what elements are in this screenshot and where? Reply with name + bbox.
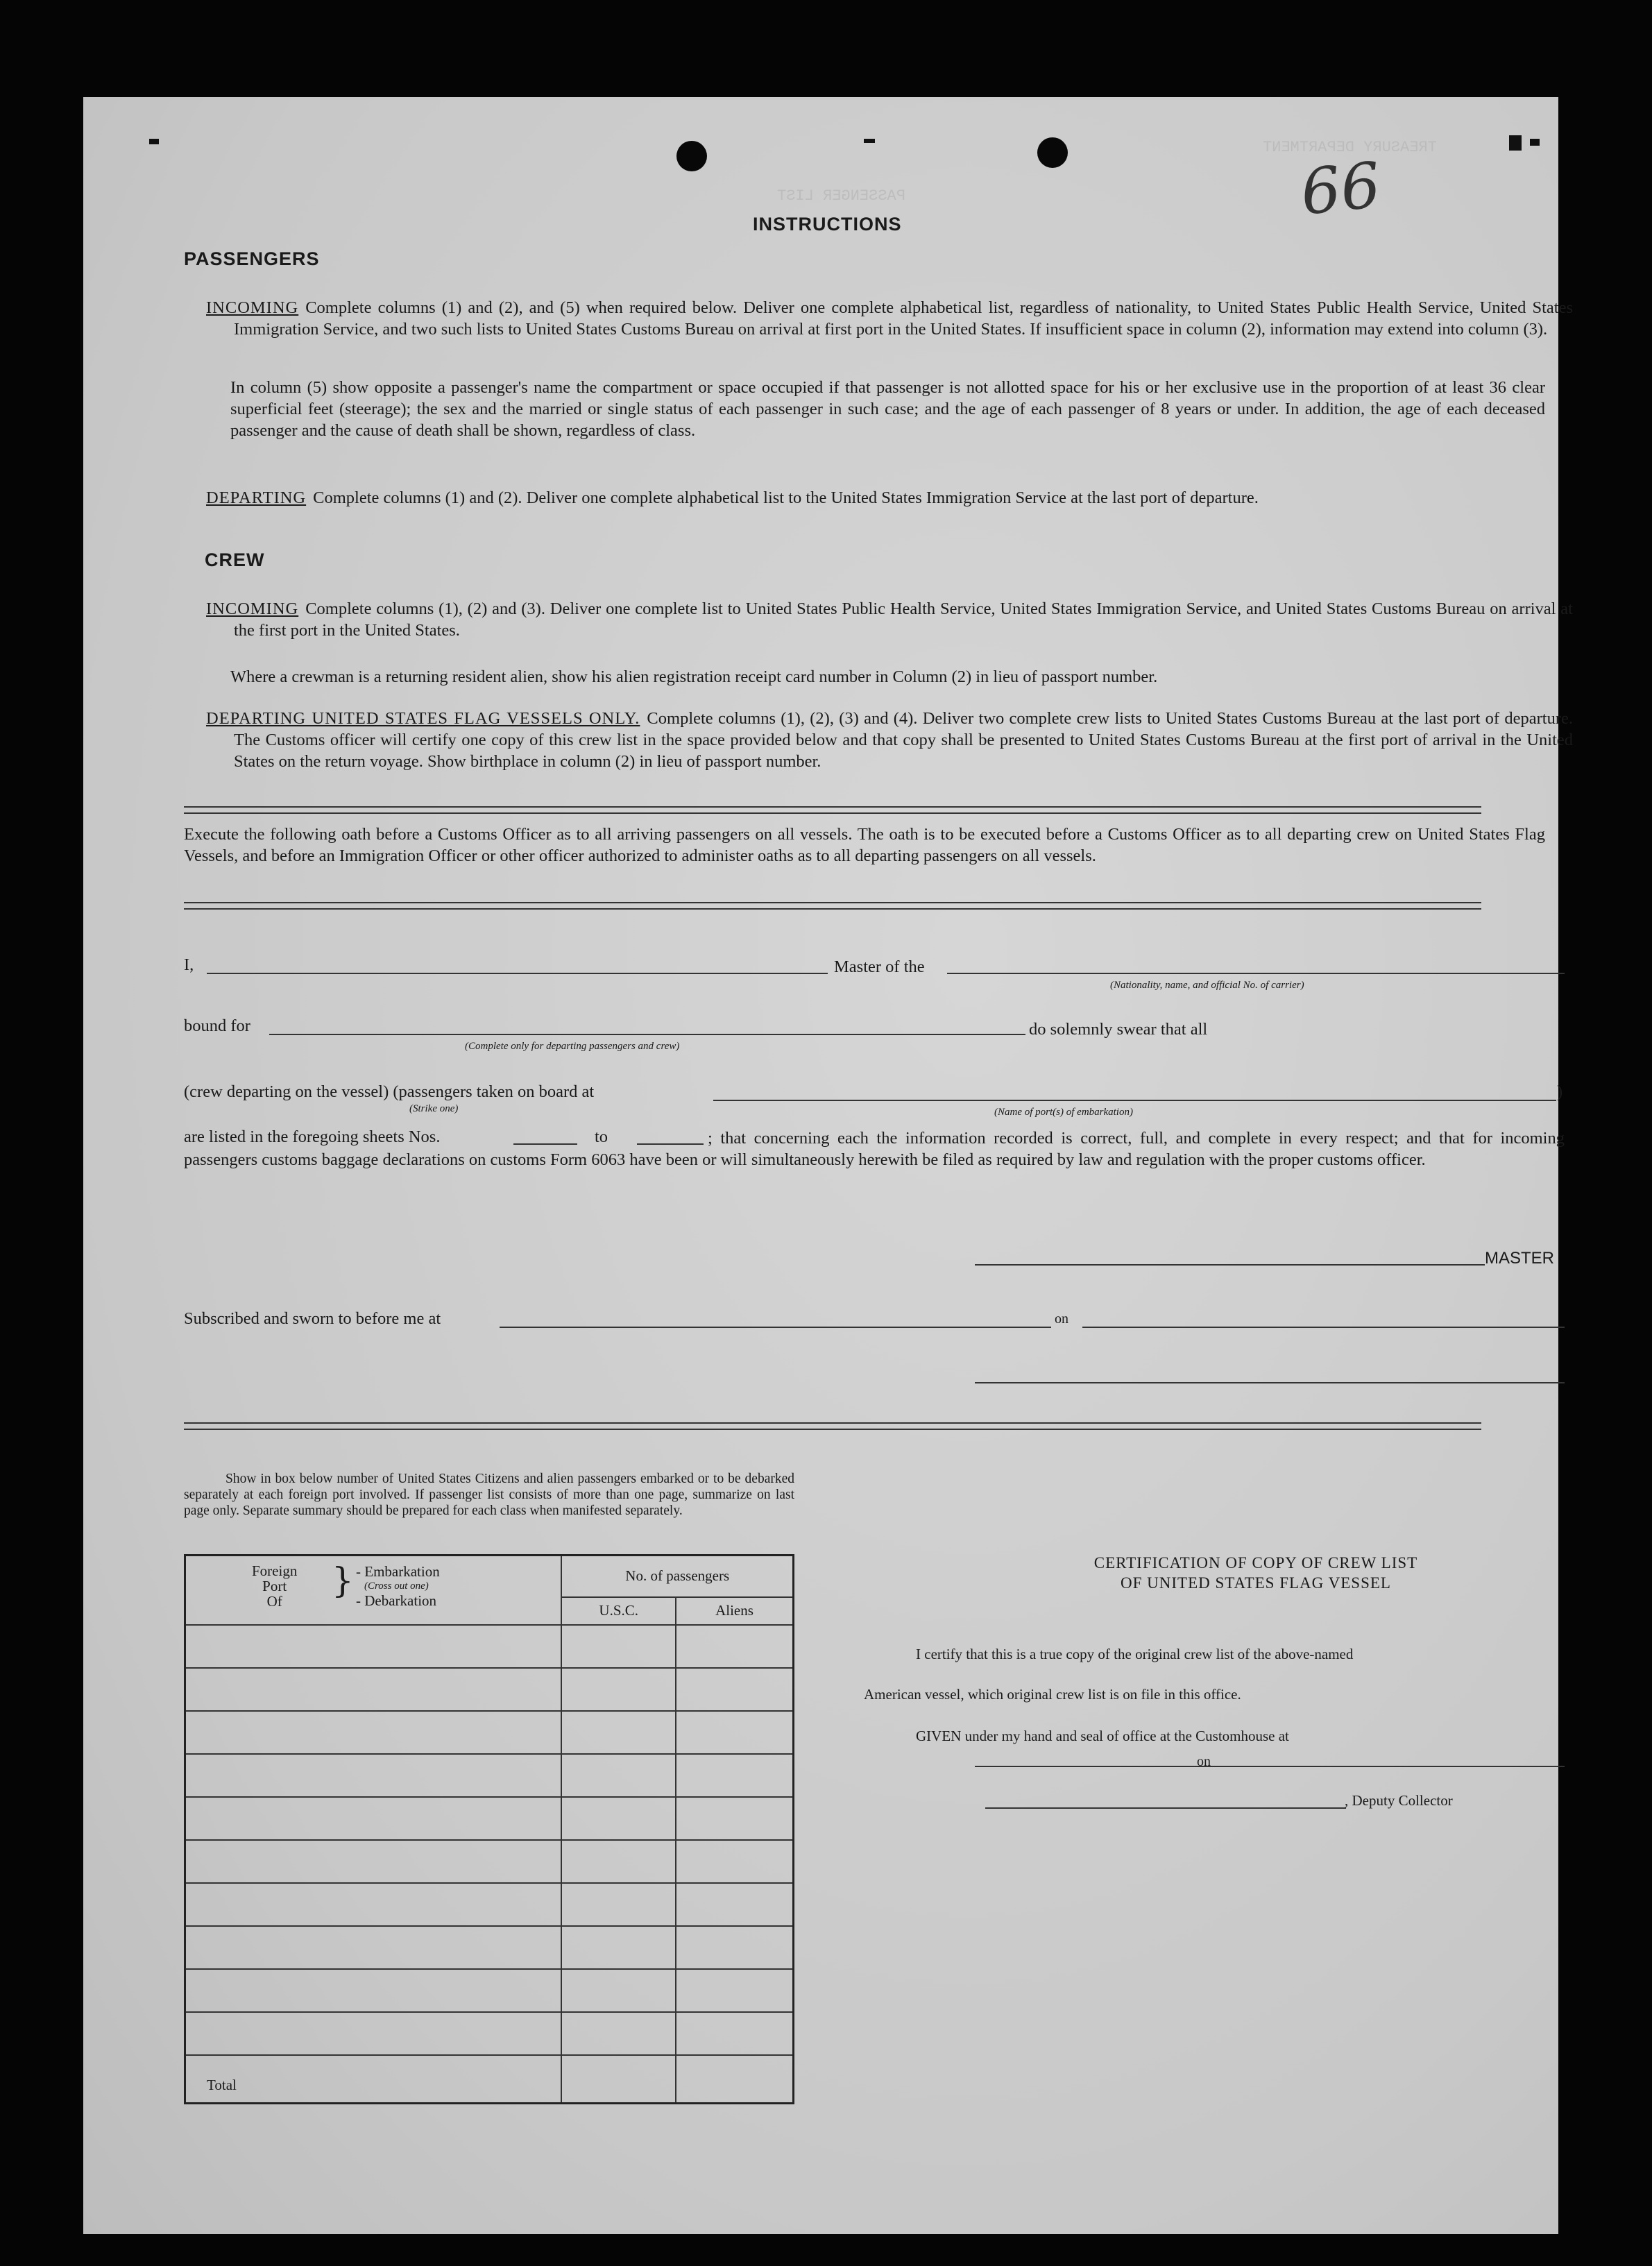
subscribed-on-label: on xyxy=(1055,1311,1068,1327)
port-cell[interactable] xyxy=(185,1625,562,1668)
vessel-text: American vessel, which original crew list is on file in this office. xyxy=(864,1686,1241,1703)
cross-out-caption: (Cross out one) xyxy=(364,1581,429,1592)
crew-incoming-lead: INCOMING xyxy=(206,599,299,618)
close-paren: ) xyxy=(1557,1082,1563,1101)
certification-title-line2: OF UNITED STATES FLAG VESSEL xyxy=(1121,1574,1391,1592)
port-cell[interactable] xyxy=(185,1883,562,1926)
usc-cell[interactable] xyxy=(561,1711,676,1754)
aliens-cell[interactable] xyxy=(676,2012,794,2055)
handwritten-page-number: 66 xyxy=(1297,148,1384,230)
section-divider xyxy=(184,1422,1481,1430)
foreign-label: Foreign xyxy=(252,1562,298,1579)
port-cell[interactable] xyxy=(185,1668,562,1711)
crew-departing-label: (crew departing on the vessel) (passengers taken on board at xyxy=(184,1082,595,1101)
aliens-header: Aliens xyxy=(676,1597,794,1625)
usc-cell[interactable] xyxy=(561,1754,676,1797)
strike-one-caption: (Strike one) xyxy=(409,1103,459,1114)
master-label: MASTER xyxy=(1485,1249,1555,1268)
aliens-cell[interactable] xyxy=(676,1840,794,1883)
usc-header: U.S.C. xyxy=(561,1597,676,1625)
master-of-the-label: Master of the xyxy=(834,957,925,976)
usc-cell[interactable] xyxy=(561,1797,676,1840)
swear-label: do solemnly swear that all xyxy=(1029,1020,1208,1039)
usc-cell[interactable] xyxy=(561,1969,676,2012)
summary-instructions: Show in box below number of United States Citizens and alien passengers embarked or to be debarked separately at each foreign port involved. If passenger list consists of more than one page, summarize on last page only. Separate summary should be prepared for each class when manifested separately. xyxy=(184,1472,794,1518)
foreign-port-header xyxy=(185,1556,562,1625)
certification-title xyxy=(978,1553,1533,1593)
aliens-cell[interactable] xyxy=(676,1797,794,1840)
oath-intro-paragraph: Execute the following oath before a Customs Officer as to all arriving passengers on all vessels. The oath is to be executed before a Customs Officer as to all departing crew on United States Flag Vessels, and before an Immigration Officer or other officer authorized to administer oaths as to all departing passengers on all vessels. xyxy=(184,825,1545,865)
crew-incoming-paragraph xyxy=(206,598,1573,641)
certification-title-line1: CERTIFICATION OF COPY OF CREW LIST xyxy=(1093,1554,1418,1571)
officer-signature-line[interactable] xyxy=(975,1382,1565,1383)
embarkation-ports-line[interactable] xyxy=(713,1100,1556,1101)
debarkation-label: - Debarkation xyxy=(356,1592,437,1609)
crew-departing-paragraph xyxy=(206,708,1573,772)
punch-hole-left xyxy=(676,141,707,171)
listed-to-label: to xyxy=(595,1127,608,1146)
aliens-cell[interactable] xyxy=(676,1926,794,1969)
usc-cell[interactable] xyxy=(561,1883,676,1926)
master-signature-line[interactable] xyxy=(975,1264,1485,1266)
port-label: Port xyxy=(262,1578,287,1594)
usc-total-cell[interactable] xyxy=(561,2055,676,2104)
usc-cell[interactable] xyxy=(561,2012,676,2055)
passengers-incoming-text: Complete columns (1) and (2), and (5) when required below. Deliver one complete alphabetical list, regardless of nationality, to United States Public Health Service, United States Immigration Service, and two such lists to United States Customs Bureau on arrival at first port in the United States. If insufficient space in column (2), information may extend into column (3). xyxy=(234,298,1573,339)
embarkation-label: - Embarkation xyxy=(356,1563,440,1580)
port-cell[interactable] xyxy=(185,1797,562,1840)
listed-pre-label: are listed in the foregoing sheets Nos. xyxy=(184,1127,441,1146)
usc-cell[interactable] xyxy=(561,1668,676,1711)
port-cell[interactable] xyxy=(185,1840,562,1883)
usc-cell[interactable] xyxy=(561,1926,676,1969)
passengers-incoming-paragraph xyxy=(206,297,1573,340)
subscribed-place-line[interactable] xyxy=(500,1327,1051,1328)
port-cell[interactable] xyxy=(185,1754,562,1797)
port-cell[interactable] xyxy=(185,1926,562,1969)
brace-glyph: } xyxy=(332,1560,354,1601)
subscribed-label: Subscribed and sworn to before me at xyxy=(184,1309,441,1328)
certification-on-label: on xyxy=(1197,1754,1211,1769)
port-cell[interactable] xyxy=(185,1969,562,2012)
deputy-collector-line[interactable] xyxy=(985,1807,1346,1809)
listed-post-text: ; that concerning each the information recorded is correct, full, and complete in every respect; and that for incoming passengers customs baggage declarations on customs Form 6063 have been or will simultaneously herewith be filed as required by law and regulation with the proper customs officer. xyxy=(184,1129,1565,1169)
bleed-through: PASSENGER LIST xyxy=(777,187,905,205)
passengers-departing-text: Complete columns (1) and (2). Deliver one complete alphabetical list to the United States Immigration Service at the last port of departure. xyxy=(313,488,1259,507)
punch-hole-right xyxy=(1037,137,1068,168)
aliens-cell[interactable] xyxy=(676,1883,794,1926)
master-name-line[interactable] xyxy=(207,973,828,974)
document-page xyxy=(83,97,1573,2234)
passengers-departing-lead: DEPARTING xyxy=(206,488,307,507)
ports-caption: (Name of port(s) of embarkation) xyxy=(994,1107,1133,1118)
certification-date-line[interactable] xyxy=(1221,1766,1565,1767)
bound-for-label: bound for xyxy=(184,1016,250,1035)
scan-speck xyxy=(1530,139,1540,146)
given-text: GIVEN under my hand and seal of office at the Customhouse at xyxy=(916,1728,1289,1744)
bound-for-line[interactable] xyxy=(269,1034,1025,1035)
instructions-title: INSTRUCTIONS xyxy=(753,214,902,235)
section-divider xyxy=(184,806,1481,814)
crew-heading: CREW xyxy=(205,550,265,570)
bound-for-caption: (Complete only for departing passengers and crew) xyxy=(465,1041,680,1052)
scan-speck xyxy=(1509,135,1522,151)
no-passengers-header: No. of passengers xyxy=(561,1556,793,1597)
aliens-cell[interactable] xyxy=(676,1668,794,1711)
certify-text: I certify that this is a true copy of the original crew list of the above-named xyxy=(916,1646,1354,1662)
usc-cell[interactable] xyxy=(561,1625,676,1668)
passenger-summary-table xyxy=(184,1554,794,2104)
aliens-cell[interactable] xyxy=(676,1625,794,1668)
port-cell[interactable] xyxy=(185,2012,562,2055)
subscribed-date-line[interactable] xyxy=(1082,1327,1565,1328)
section-divider xyxy=(184,902,1481,910)
bleed-through: TREASURY DEPARTMENT xyxy=(1263,139,1437,156)
total-label: Total xyxy=(185,2055,562,2104)
deputy-collector-label: , Deputy Collector xyxy=(1345,1792,1453,1809)
passengers-heading: PASSENGERS xyxy=(184,248,320,269)
oath-i-label: I, xyxy=(184,955,194,974)
usc-cell[interactable] xyxy=(561,1840,676,1883)
passengers-incoming-lead: INCOMING xyxy=(206,298,299,317)
scan-speck xyxy=(149,139,159,144)
crew-incoming-text: Complete columns (1), (2) and (3). Deliver one complete list to United States Public Health Service, United States Immigration Service, and United States Customs Bureau on arrival at the first port in the United States. xyxy=(234,599,1573,640)
passengers-departing-paragraph xyxy=(206,487,1573,509)
passengers-column5-paragraph: In column (5) show opposite a passenger's name the compartment or space occupied if that passenger is not allotted space for his or her exclusive use in the proportion of at least 36 clear superficial feet (steerage); the sex and the married or single status of each passenger in such case; and the age of each passenger of 8 years or under. In addition, the age of each deceased passenger and the cause of death shall be shown, regardless of class. xyxy=(230,378,1545,440)
aliens-total-cell[interactable] xyxy=(676,2055,794,2104)
aliens-cell[interactable] xyxy=(676,1711,794,1754)
aliens-cell[interactable] xyxy=(676,1754,794,1797)
carrier-caption: (Nationality, name, and official No. of carrier) xyxy=(1110,980,1304,991)
port-cell[interactable] xyxy=(185,1711,562,1754)
crew-departing-lead: DEPARTING UNITED STATES FLAG VESSELS ONLY. xyxy=(206,709,640,728)
crew-resident-paragraph: Where a crewman is a returning resident alien, show his alien registration receipt card number in Column (2) in lieu of passport number. xyxy=(230,667,1158,686)
of-label: Of xyxy=(266,1593,282,1610)
crew-departing-text: Complete columns (1), (2), (3) and (4). Deliver two complete crew lists to United States Customs Bureau at the last port of departure. The Customs officer will certify one copy of this crew list in the space provided below and that copy shall be presented to United States Customs Bureau at the first port of arrival in the United States on the return voyage. Show birthplace in column (2) in lieu of passport number. xyxy=(234,709,1573,771)
aliens-cell[interactable] xyxy=(676,1969,794,2012)
carrier-line[interactable] xyxy=(947,973,1565,974)
scan-speck xyxy=(864,139,875,143)
